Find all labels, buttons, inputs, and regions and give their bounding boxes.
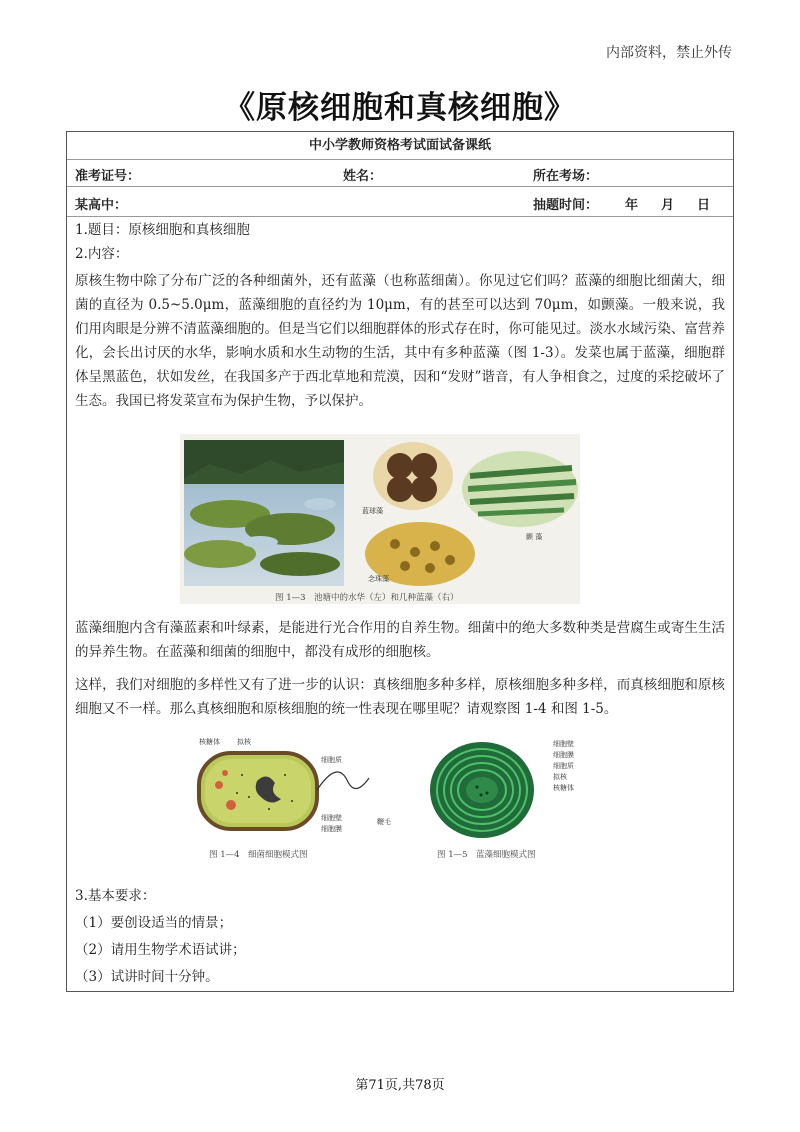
label-nucleoid-cyano: 拟核: [553, 773, 567, 781]
school-time-row: [67, 187, 733, 217]
label-cell-wall-bact: 细胞壁: [321, 814, 342, 822]
content-label: 2.内容：: [75, 246, 129, 262]
watermark-text: 内部资料，禁止外传: [606, 45, 732, 61]
draw-time-label: 抽题时间：: [533, 198, 599, 213]
school-label: 某高中：: [75, 198, 128, 213]
label-nostoc: 念珠藻: [368, 575, 389, 583]
requirement-3: （3）试讲时间十分钟。: [75, 969, 219, 985]
label-cytoplasm-bact: 细胞质: [321, 756, 342, 764]
figure-1-3-caption: 图 1—3 池塘中的水华（左）和几种蓝藻（右）: [275, 593, 459, 603]
label-chroococcus: 蓝球藻: [362, 507, 383, 515]
name-label: 姓名：: [343, 169, 383, 184]
label-ribosome-bact: 核糖体: [199, 738, 220, 746]
requirement-1: （1）要创设适当的情景；: [75, 915, 233, 931]
label-cell-membrane-cyano: 细胞膜: [553, 751, 574, 759]
label-cell-membrane-bact: 细胞膜: [321, 825, 342, 833]
day-label: 日: [697, 198, 711, 213]
month-label: 月: [661, 198, 675, 213]
cyanobacteria-cell-diagram: [427, 735, 547, 843]
figure-1-3: [180, 434, 580, 604]
sheet-heading-row: [67, 132, 733, 160]
requirement-2: （2）请用生物学术语试讲；: [75, 942, 246, 958]
bacterial-cell-diagram: [197, 735, 407, 845]
exam-id-label: 准考证号：: [75, 169, 141, 184]
label-flagellum: 鞭毛: [377, 818, 391, 826]
label-ribosome-cyano: 核糖体: [553, 784, 574, 792]
candidate-info-row: [67, 160, 733, 187]
lesson-prep-sheet: [66, 131, 734, 992]
venue-label: 所在考场：: [533, 169, 599, 184]
sheet-heading: 中小学教师资格考试面试备课纸: [308, 138, 491, 153]
figure-1-5: [427, 735, 607, 865]
label-cytoplasm-cyano: 细胞质: [553, 762, 574, 770]
label-cell-wall-cyano: 细胞壁: [553, 740, 574, 748]
figure-1-5-caption: 图 1—5 蓝藻细胞模式图: [437, 850, 536, 860]
requirements-label: 3.基本要求：: [75, 888, 156, 904]
topic-line: 1.题目：原核细胞和真核细胞: [75, 222, 250, 238]
paragraph-1: 原核生物中除了分布广泛的各种细菌外，还有蓝藻（也称蓝细菌）。你见过它们吗？蓝藻的细胞比细菌大，细菌的直径为 0.5~5.0μm，蓝藻细胞的直径约为 10μm，有的甚至可以达到 70μm，如颤藻。一般来说，我们用肉眼是分辨不清蓝藻细胞的。但是当它们以细胞群体的形式存在时，你可能见过。淡水水域污染、富营养化，会长出讨厌的水华，影响水质和水生动物的生活，其中有多种蓝藻（图 1-3）。发菜也属于蓝藻，细胞群体呈黑蓝色，状如发丝，在我国多产于西北草地和荒漠，因和“发财”谐音，有人争相食之，过度的采挖破坏了生态。我国已将发菜宣布为保护生物，予以保护。: [75, 273, 725, 409]
year-label: 年: [625, 198, 639, 213]
figure-1-4-caption: 图 1—4 细菌细胞模式图: [209, 850, 308, 860]
paragraph-3: 这样，我们对细胞的多样性又有了进一步的认识：真核细胞多种多样，原核细胞多种多样，而真核细胞和原核细胞又不一样。那么真核细胞和原核细胞的统一性表现在哪里呢？请观察图 1-4 和图 1-5。: [75, 677, 725, 717]
paragraph-2: 蓝藻细胞内含有藻蓝素和叶绿素，是能进行光合作用的自养生物。细菌中的绝大多数种类是营腐生或寄生生活的异养生物。在蓝藻和细菌的细胞中，都没有成形的细胞核。: [75, 620, 725, 660]
figure-1-4: [197, 735, 407, 865]
label-nucleoid-bact: 拟核: [237, 738, 251, 746]
label-oscillatoria: 颤 藻: [526, 533, 543, 541]
page-number: 第71页,共78页: [355, 1078, 445, 1093]
document-title: 《原核细胞和真核细胞》: [224, 90, 576, 126]
